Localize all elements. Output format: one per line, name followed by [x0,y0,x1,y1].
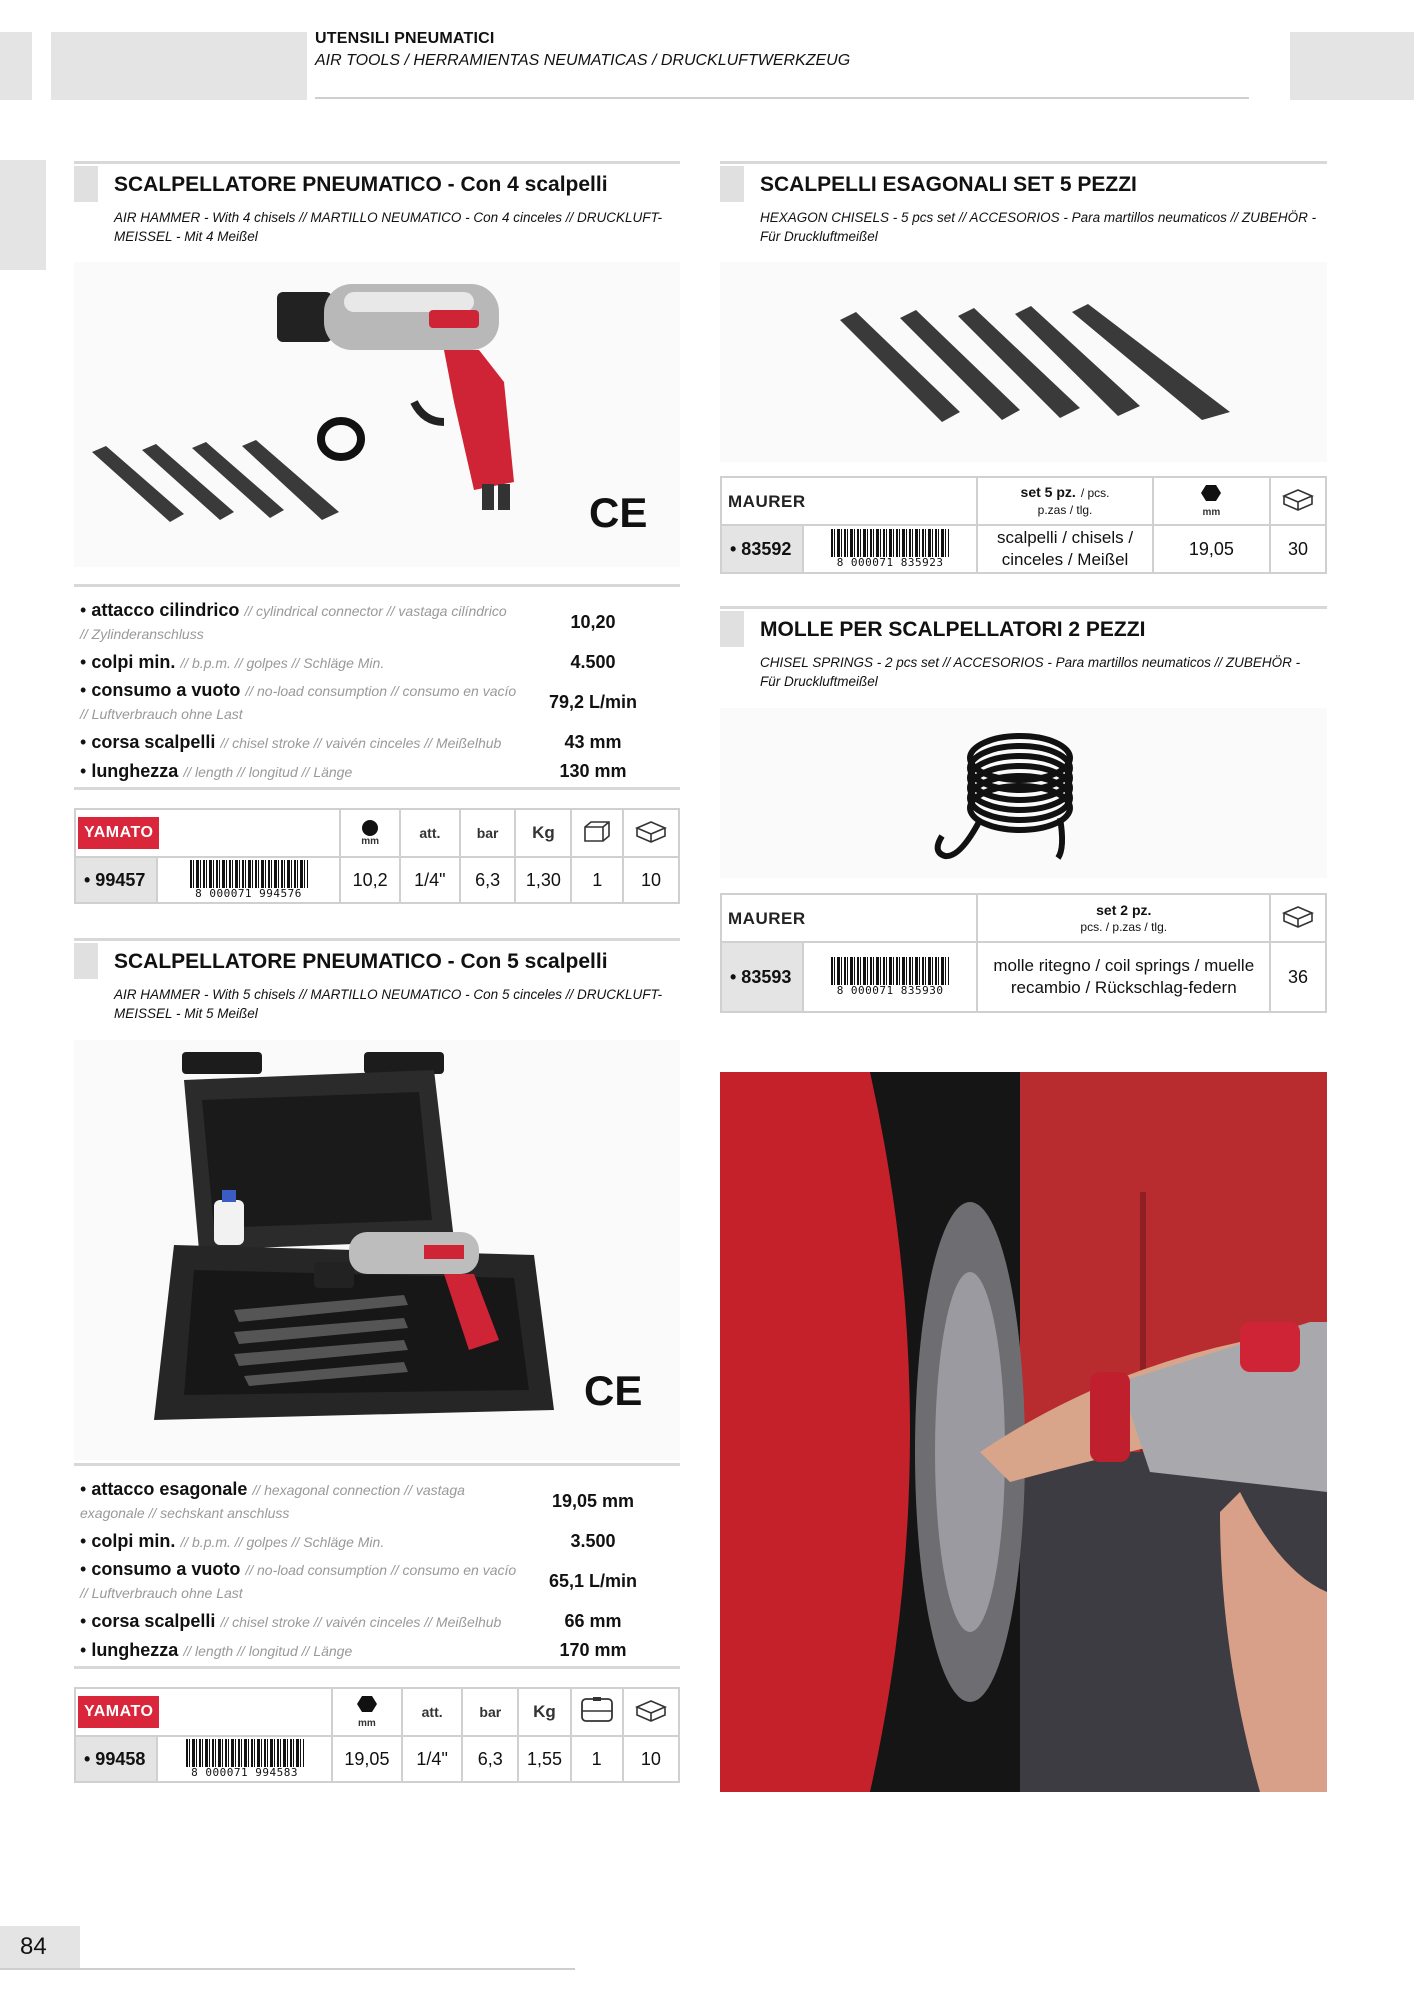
spec-row: • consumo a vuoto // no-load consumption // consumo en vacío // Luftverbrauch ohne Last 65,1 L/min [80,1556,668,1606]
header-subtitle: AIR TOOLS / HERRAMIENTAS NEUMATICAS / DRUCKLUFTWERKZEUG [315,52,851,69]
bar-header: bar [460,809,516,857]
case-icon [571,1688,623,1736]
section-4-rule [720,606,1327,609]
product-3-title: SCALPELLI ESAGONALI SET 5 PEZZI [760,173,1137,196]
unit-label: mm [361,835,379,847]
package-icon [623,809,679,857]
table-value: 10 [623,1736,679,1782]
set-sub2: pcs. / p.zas / tlg. [1080,919,1168,934]
product-4-description: CHISEL SPRINGS - 2 pcs set // ACCESORIOS - Para martillos neumaticos // ZUBEHÖR - Für Druckluftmeißel [760,655,1301,689]
spec-value: 19,05 mm [551,1490,635,1511]
barcode [157,1736,332,1782]
page-header [315,30,850,70]
workshop-photo [720,1072,1327,1792]
spec-name: corsa scalpelli [91,731,216,752]
spec-row: • colpi min. // b.p.m. // golpes // Schläge Min. 3.500 [80,1526,668,1556]
header-right-tab [1290,32,1414,100]
product-code: • 99457 [75,857,157,903]
section-2-marker [74,943,98,979]
product-1-image [74,262,680,567]
table-value: 10 [623,857,679,903]
table-value: 1,55 [518,1736,570,1782]
package-icon [1270,477,1326,525]
item-description: molle ritegno / coil springs / muelle recambio / Rückschlag-federn [977,942,1270,1012]
spec-value: 65,1 L/min [548,1570,638,1591]
side-tab [0,160,46,270]
section-1-marker [74,166,98,202]
spec-name: consumo a vuoto [91,1559,241,1579]
table-value: 36 [1270,942,1326,1012]
spec-row: • attacco cilindrico // cylindrical connector // vastaga cilíndrico // Zylinderanschluss 10,20 [80,597,668,647]
product-4-image [720,708,1327,878]
table-value: 19,05 [332,1736,402,1782]
product-3-table [720,476,1327,574]
product-1-title: SCALPELLATORE PNEUMATICO - Con 4 scalpelli [114,173,608,196]
product-code: • 83593 [721,942,803,1012]
spec-row: • lunghezza // length // longitud // Länge 170 mm [80,1636,668,1664]
barcode [803,525,978,573]
product-2-specs [74,1463,680,1669]
spec-translation: // no-load consumption // consumo en vacío // Luftverbrauch ohne Last [80,1562,517,1601]
header-title: UTENSILI PNEUMATICI [315,30,495,47]
product-1-specs [74,584,680,790]
product-2-table [74,1687,680,1783]
maurer-logo: MAURER [728,491,806,511]
set-label: set 5 pz. [1020,484,1076,500]
yamato-logo: YAMATO [78,817,159,849]
set-sub2: p.zas / tlg. [1037,503,1093,517]
spec-value: 66 mm [564,1610,622,1631]
product-code: • 99458 [75,1736,157,1782]
set-header [977,894,1270,942]
round-shank-icon [362,820,378,836]
barcode-number: 8 000071 994576 [195,887,302,900]
product-2-description: AIR HAMMER - With 5 chisels // MARTILLO NEUMATICO - Con 5 cinceles // DRUCKLUFT-MEISSEL - Mit 5 Meißel [114,987,662,1021]
table-value: 1/4" [400,857,460,903]
spec-translation: // length // longitud // Länge [183,763,353,780]
table-value: 30 [1270,525,1326,573]
table-value: 1,30 [515,857,571,903]
section-3-rule [720,161,1327,164]
table-value: 1/4" [402,1736,462,1782]
package-icon [1270,894,1326,942]
section-4-marker [720,611,744,647]
barcode-number: 8 000071 835923 [836,556,944,569]
section-2-rule [74,938,680,941]
product-code: • 83592 [721,525,803,573]
header-rule [315,97,1249,99]
spec-translation: // b.p.m. // golpes // Schläge Min. [180,654,385,671]
kg-header: Kg [518,1688,570,1736]
header-block [51,32,307,100]
spec-name: attacco cilindrico [91,600,240,620]
product-3-image [720,262,1327,462]
kg-header: Kg [515,809,571,857]
table-value: 1 [571,1736,623,1782]
spec-row: • corsa scalpelli // chisel stroke // vaivén cinceles // Meißelhub 43 mm [80,727,668,757]
spec-translation: // cylindrical connector // vastaga cilíndrico // Zylinderanschluss [80,603,507,642]
spec-translation: // chisel stroke // vaivén cinceles // Meißelhub [220,1613,502,1630]
att-header: att. [402,1688,462,1736]
set-label: set 2 pz. [1096,901,1152,918]
spec-value: 10,20 [570,611,616,632]
spec-translation: // chisel stroke // vaivén cinceles // Meißelhub [220,734,502,751]
section-1-rule [74,161,680,164]
set-header [977,477,1152,525]
spec-name: lunghezza [91,760,179,781]
spec-name: consumo a vuoto [91,680,241,700]
product-2-ce-mark: CE [584,1367,643,1414]
section-3-marker [720,166,744,202]
unit-label: mm [1202,507,1221,518]
spec-translation: // b.p.m. // golpes // Schläge Min. [180,1533,385,1550]
product-1-ce-mark: CE [589,489,648,536]
spec-row: • colpi min. // b.p.m. // golpes // Schläge Min. 4.500 [80,647,668,677]
set-sub: / pcs. [1080,486,1110,500]
spec-value: 170 mm [559,1639,627,1660]
spec-value: 3.500 [570,1530,616,1551]
att-header: att. [400,809,460,857]
box-icon [571,809,623,857]
spec-row: • lunghezza // length // longitud // Länge 130 mm [80,757,668,785]
spec-name: corsa scalpelli [91,1610,216,1631]
spec-value: 43 mm [564,731,622,752]
spec-row: • corsa scalpelli // chisel stroke // vaivén cinceles // Meißelhub 66 mm [80,1606,668,1636]
maurer-logo: MAURER [728,908,806,928]
hex-shank-icon [357,1695,377,1713]
product-2-image [74,1040,680,1460]
table-value: 10,2 [340,857,400,903]
product-3-description: HEXAGON CHISELS - 5 pcs set // ACCESORIOS - Para martillos neumaticos // ZUBEHÖR - Für Druckluftmeißel [760,210,1317,244]
spec-name: attacco esagonale [91,1479,248,1499]
spec-value: 130 mm [559,760,627,781]
product-1-table [74,808,680,904]
spec-row: • attacco esagonale // hexagonal connection // vastaga exagonale // sechskant anschluss 19,05 mm [80,1476,668,1526]
table-value: 6,3 [460,857,516,903]
spec-value: 4.500 [570,651,616,672]
hex-shank-icon [1201,484,1221,502]
barcode [803,942,978,1012]
table-value: 19,05 [1153,525,1270,573]
bar-header: bar [462,1688,518,1736]
spec-translation: // hexagonal connection // vastaga exagonale // sechskant anschluss [80,1482,465,1521]
product-4-table [720,893,1327,1013]
spec-row: • consumo a vuoto // no-load consumption // consumo en vacío // Luftverbrauch ohne Last 79,2 L/min [80,677,668,727]
barcode-number: 8 000071 994583 [191,1766,298,1779]
barcode [157,857,340,903]
yamato-logo: YAMATO [78,1696,159,1728]
unit-label: mm [358,1718,376,1729]
product-2-title: SCALPELLATORE PNEUMATICO - Con 5 scalpelli [114,950,608,973]
product-1-description: AIR HAMMER - With 4 chisels // MARTILLO NEUMATICO - Con 4 cinceles // DRUCKLUFT-MEISSEL - Mit 4 Meißel [114,210,662,244]
spec-translation: // no-load consumption // consumo en vacío // Luftverbrauch ohne Last [80,683,517,722]
product-4-title: MOLLE PER SCALPELLATORI 2 PEZZI [760,618,1146,641]
spec-name: colpi min. [91,651,176,672]
spec-name: colpi min. [91,1530,176,1551]
header-left-tab [0,32,32,100]
barcode-number: 8 000071 835930 [836,984,944,997]
footer-rule [0,1968,575,1970]
spec-translation: // length // longitud // Länge [183,1642,353,1659]
table-value: 1 [571,857,623,903]
spec-name: lunghezza [91,1639,179,1660]
package-icon [623,1688,679,1736]
page-number: 84 [20,1933,47,1960]
table-value: 6,3 [462,1736,518,1782]
spec-value: 79,2 L/min [548,691,638,712]
item-description: scalpelli / chisels / cinceles / Meißel [977,525,1152,573]
